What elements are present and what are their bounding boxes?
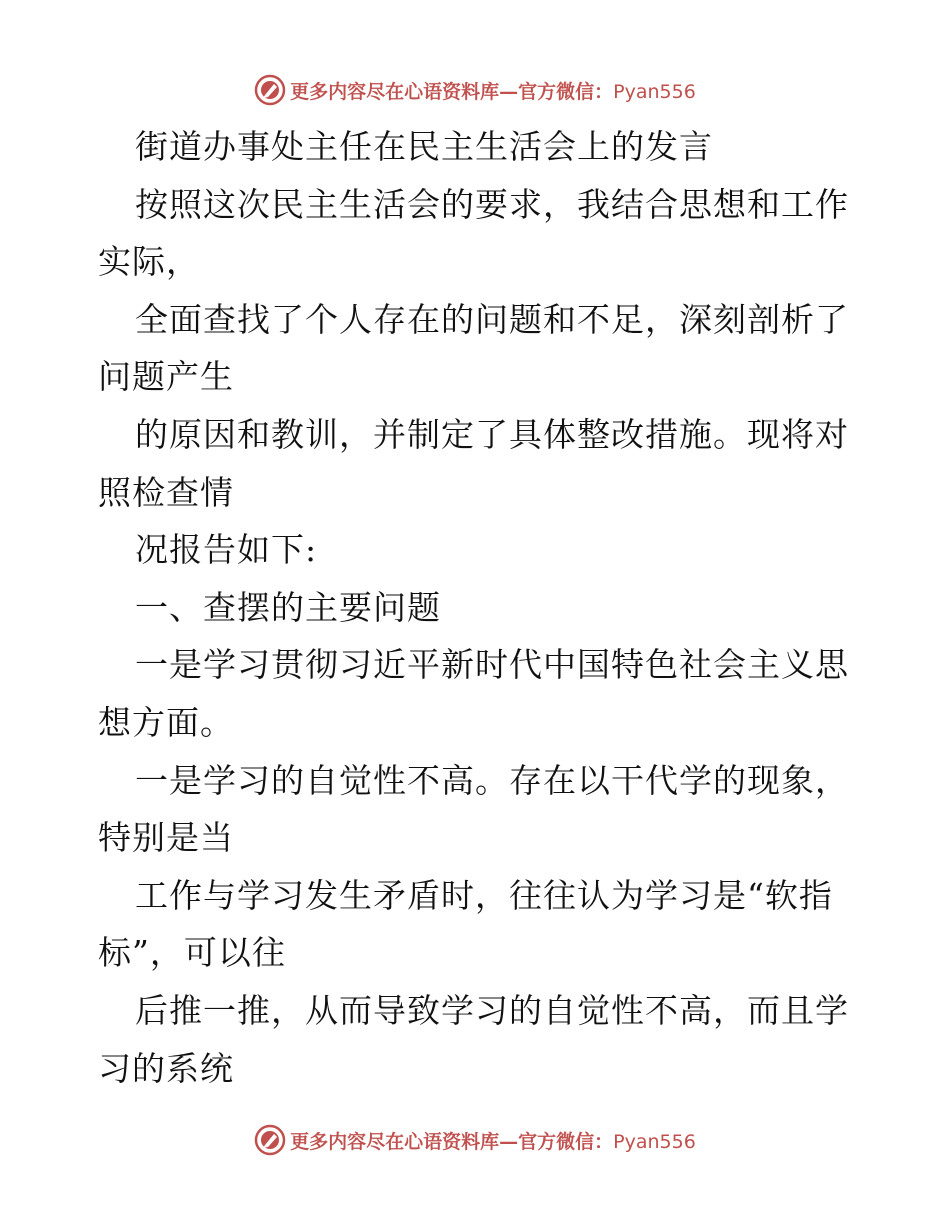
text-line: 想方面。: [98, 702, 234, 742]
text-line: 特别是当: [98, 818, 234, 858]
text-line: 的原因和教训，并制定了具体整改措施。现将对: [135, 414, 849, 454]
footer-watermark: [0, 1120, 950, 1160]
text-line: 全面查找了个人存在的问题和不足，深刻剖析了: [135, 299, 849, 339]
text-line: 一、查摆的主要问题: [135, 587, 441, 627]
text-line: 况报告如下:: [135, 530, 318, 570]
text-line: 照检查情: [98, 472, 234, 512]
text-line: 标”，可以往: [98, 933, 286, 973]
text-line: 习的系统: [98, 1048, 234, 1088]
pen-nib-icon: [254, 74, 286, 106]
text-line: 后推一推，从而导致学习的自觉性不高，而且学: [135, 990, 849, 1030]
pen-nib-icon: [254, 1124, 286, 1156]
text-line: 按照这次民主生活会的要求，我结合思想和工作: [135, 184, 849, 224]
watermark-text: 更多内容尽在心语资料库—官方微信：Pyan556: [290, 1130, 696, 1153]
text-line: 街道办事处主任在民主生活会上的发言: [135, 127, 713, 166]
text-line: 实际，: [98, 242, 200, 282]
text-line: 一是学习的自觉性不高。存在以干代学的现象，: [135, 760, 849, 800]
header-watermark: [0, 70, 950, 110]
watermark-text: 更多内容尽在心语资料库—官方微信：Pyan556: [290, 80, 696, 103]
text-line: 问题产生: [98, 357, 234, 397]
text-line: 一是学习贯彻习近平新时代中国特色社会主义思: [135, 645, 849, 685]
document-body: [98, 118, 858, 1097]
text-line: 工作与学习发生矛盾时，往往认为学习是“软指: [135, 875, 833, 915]
